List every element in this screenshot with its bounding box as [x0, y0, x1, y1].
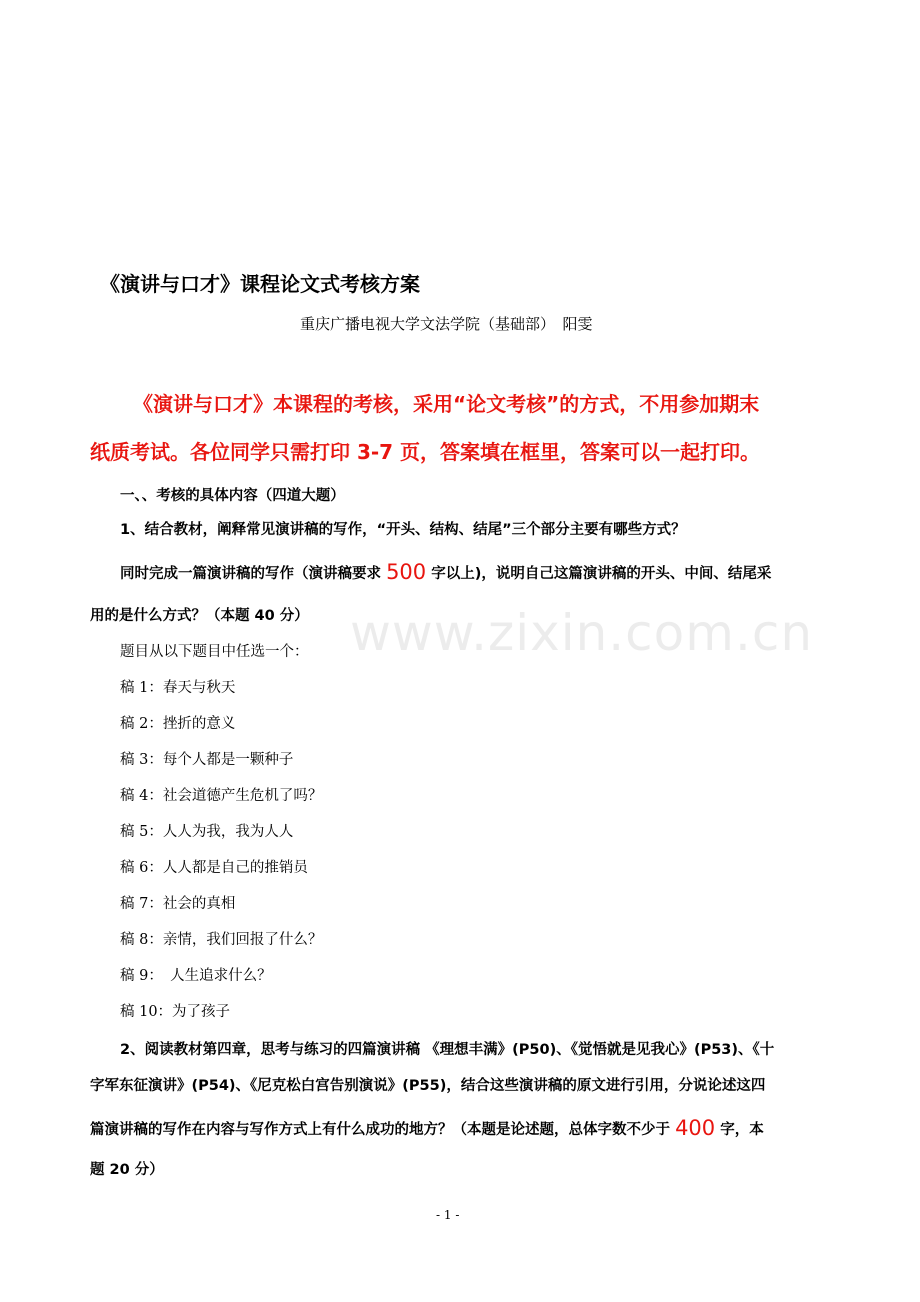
question-1-line-2 — [120, 560, 771, 584]
notice-line-2: 纸质考试。各位同学只需打印 3-7 页，答案填在框里，答案可以一起打印。 — [90, 440, 761, 464]
topic-item: 稿 6：人人都是自己的推销员 — [120, 860, 308, 876]
word-count-400: 400 — [675, 1116, 716, 1140]
topic-item: 稿 5：人人为我，我为人人 — [120, 824, 294, 840]
watermark: www.zixin.com.cn — [350, 604, 814, 662]
word-count-500: 500 — [386, 560, 427, 584]
topic-item: 稿 2：挫折的意义 — [120, 716, 236, 732]
topic-item: 稿 1：春天与秋天 — [120, 680, 236, 696]
document-title: 《演讲与口才》课程论文式考核方案 — [100, 272, 420, 296]
q1-line2-post: 字以上)，说明自己这篇演讲稿的开头、中间、结尾采 — [431, 566, 772, 582]
q2-line3-post: 字，本 — [720, 1122, 764, 1138]
topic-item: 稿 3：每个人都是一颗种子 — [120, 752, 294, 768]
topic-item: 稿 8：亲情，我们回报了什么？ — [120, 932, 323, 948]
author-line: 重庆广播电视大学文法学院（基础部） 阳雯 — [300, 315, 593, 333]
question-2-line-1: 2、阅读教材第四章，思考与练习的四篇演讲稿 《理想丰满》(P50)、《觉悟就是见我心》(P53)、《十 — [120, 1042, 775, 1058]
question-2-line-3 — [90, 1116, 764, 1140]
topic-item: 稿 7：社会的真相 — [120, 896, 236, 912]
question-2-line-4: 题 20 分） — [90, 1162, 164, 1178]
topic-item: 稿 10：为了孩子 — [120, 1004, 231, 1020]
question-1-line-1: 1、结合教材，阐释常见演讲稿的写作，“开头、结构、结尾”三个部分主要有哪些方式？ — [120, 522, 686, 538]
notice-line-1: 《演讲与口才》本课程的考核，采用“论文考核”的方式，不用参加期末 — [133, 392, 760, 416]
question-2-line-2: 字军东征演讲》(P54)、《尼克松白宫告别演说》(P55)，结合这些演讲稿的原文进行引用，分说论述这四 — [90, 1078, 766, 1094]
topic-item: 稿 4：社会道德产生危机了吗？ — [120, 788, 323, 804]
section-heading: 一、、考核的具体内容（四道大题） — [120, 488, 345, 504]
topic-item: 稿 9： 人生追求什么？ — [120, 968, 272, 984]
q1-line2-pre: 同时完成一篇演讲稿的写作（演讲稿要求 — [120, 566, 381, 582]
q2-line3-pre: 篇演讲稿的写作在内容与写作方式上有什么成功的地方？（本题是论述题，总体字数不少于 — [90, 1122, 670, 1138]
question-1-line-3: 用的是什么方式？（本题 40 分） — [90, 608, 309, 624]
page-number: - 1 - — [436, 1208, 460, 1222]
choose-instruction: 题目从以下题目中任选一个： — [120, 644, 309, 660]
